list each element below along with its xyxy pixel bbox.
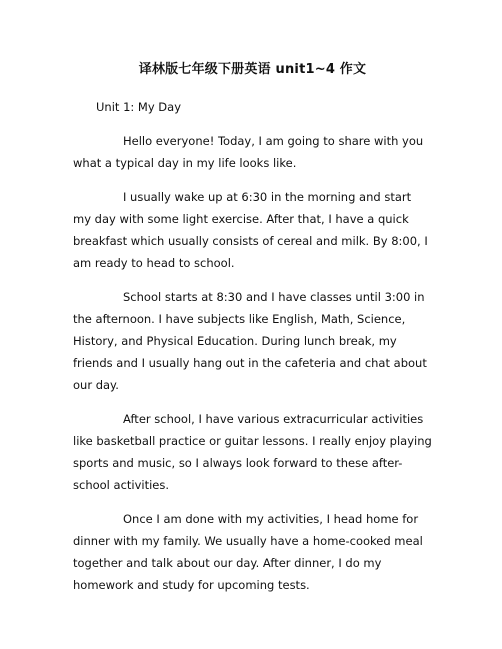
paragraph-evening: Once I am done with my activities, I head home for dinner with my family. We usually have a home-cooked meal together and talk about our day. After dinner, I do my homework and study for upcoming tests. [73, 512, 423, 592]
paragraph-intro: Hello everyone! Today, I am going to share with you what a typical day in my life looks like. [73, 134, 424, 170]
paragraph-morning: I usually wake up at 6:30 in the morning and start my day with some light exercise. After that, I have a quick breakfast which usually consists of cereal and milk. By 8:00, I am ready to head to school. [73, 190, 428, 270]
unit-heading: Unit 1: My Day [96, 100, 182, 114]
document-title: 译林版七年级下册英语 unit1~4 作文 [138, 62, 367, 77]
paragraph-school: School starts at 8:30 and I have classes until 3:00 in the afternoon. I have subjects like English, Math, Science, History, and Physical Education. During lunch break, my friends and I usually hang out in the cafeteria and chat about our day. [73, 290, 427, 392]
paragraph-after-school: After school, I have various extracurricular activities like basketball practice or guitar lessons. I really enjoy playing sports and music, so I always look forward to these after-school activities. [73, 412, 432, 492]
